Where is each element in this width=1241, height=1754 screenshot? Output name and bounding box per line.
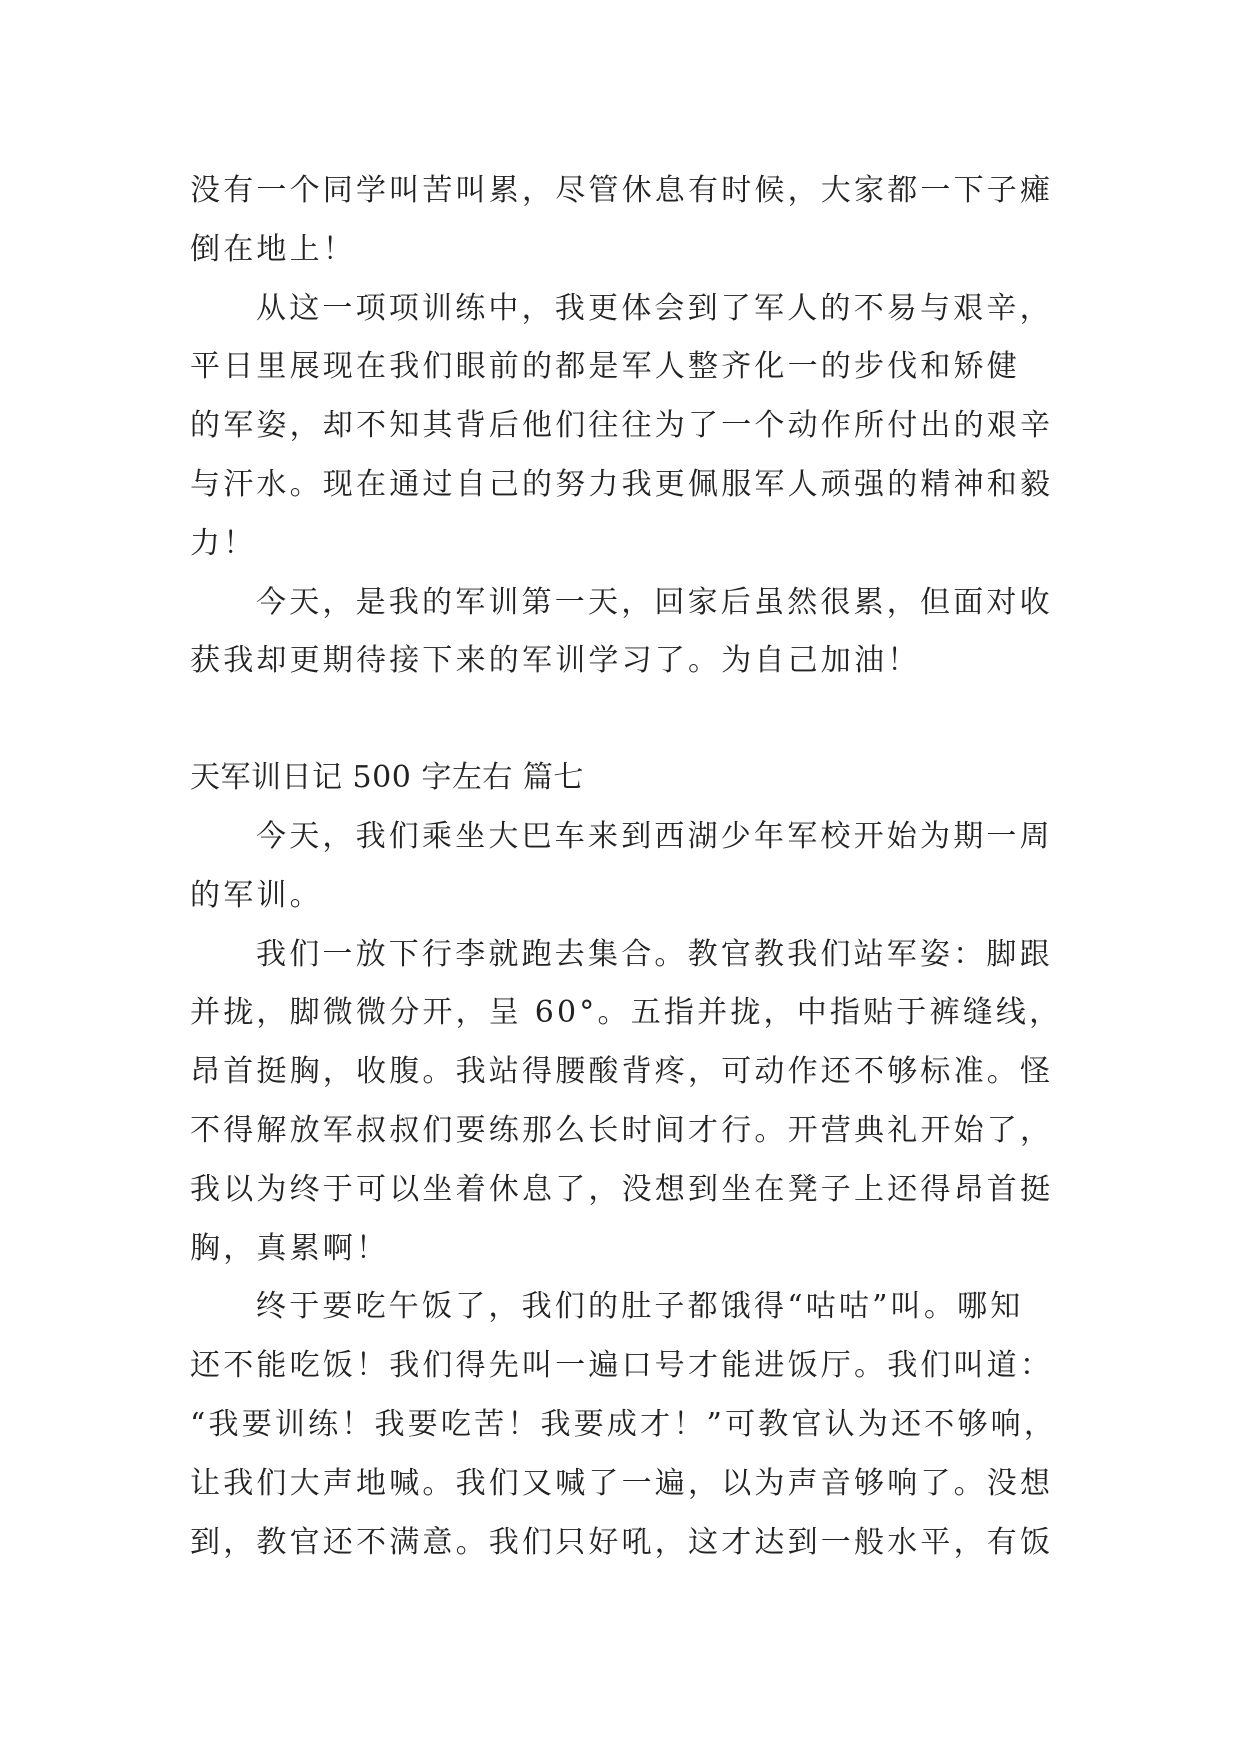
text-line: 到，教官还不满意。我们只好吼，这才达到一般水平，有饭 xyxy=(190,1524,1054,1560)
paragraph-reflection xyxy=(190,280,1060,574)
text-line: 倒在地上！ xyxy=(190,231,356,267)
paragraph-gap xyxy=(190,691,1060,749)
text-line: 力！ xyxy=(190,525,257,561)
paragraph-bus xyxy=(190,808,1060,926)
paragraph-training-tired xyxy=(190,162,1060,280)
text-line: 的军姿，却不知其背后他们往往为了一个动作所付出的艰辛 xyxy=(190,408,1054,444)
paragraph-lunch xyxy=(190,1278,1060,1572)
text-line: 还不能吃饭！我们得先叫一遍口号才能进饭厅。我们叫道： xyxy=(190,1348,1054,1384)
text-line: 昂首挺胸，收腹。我站得腰酸背疼，可动作还不够标准。怪 xyxy=(190,1054,1054,1090)
text-line: 今天，我们乘坐大巴车来到西湖少年军校开始为期一周 xyxy=(256,818,1053,854)
document-body xyxy=(190,162,1063,1572)
text-line: 不得解放军叔叔们要练那么长时间才行。开营典礼开始了， xyxy=(190,1112,1054,1148)
text-line: 获我却更期待接下来的军训学习了。为自己加油！ xyxy=(190,643,921,679)
text-line: 并拢，脚微微分开，呈 60°。五指并拢，中指贴于裤缝线， xyxy=(190,995,1063,1031)
text-line: 没有一个同学叫苦叫累，尽管休息有时候，大家都一下子瘫 xyxy=(190,173,1054,208)
section-heading: 天军训日记 500 字左右 篇七 xyxy=(190,760,584,796)
text-line: 我们一放下行李就跑去集合。教官教我们站军姿：脚跟 xyxy=(256,936,1053,972)
text-line: 终于要吃午饭了，我们的肚子都饿得“咕咕”叫。哪知 xyxy=(256,1289,1024,1325)
text-line: 的军训。 xyxy=(190,877,323,913)
text-line: 平日里展现在我们眼前的都是军人整齐化一的步伐和矫健 xyxy=(190,349,1020,385)
paragraph-stance xyxy=(190,926,1063,1279)
text-line: 让我们大声地喊。我们又喊了一遍，以为声音够响了。没想 xyxy=(190,1465,1054,1501)
text-line: 从这一项项训练中，我更体会到了军人的不易与艰辛， xyxy=(256,290,1053,326)
text-line: 今天，是我的军训第一天，回家后虽然很累，但面对收 xyxy=(256,584,1053,620)
paragraph-first-day xyxy=(190,574,1060,692)
text-line: 与汗水。现在通过自己的努力我更佩服军人顽强的精神和毅 xyxy=(190,466,1054,502)
text-line: “我要训练！我要吃苦！我要成才！”可教官认为还不够响， xyxy=(190,1406,1058,1442)
text-line: 我以为终于可以坐着休息了，没想到坐在凳子上还得昂首挺 xyxy=(190,1171,1054,1207)
text-line: 胸，真累啊！ xyxy=(190,1230,390,1266)
